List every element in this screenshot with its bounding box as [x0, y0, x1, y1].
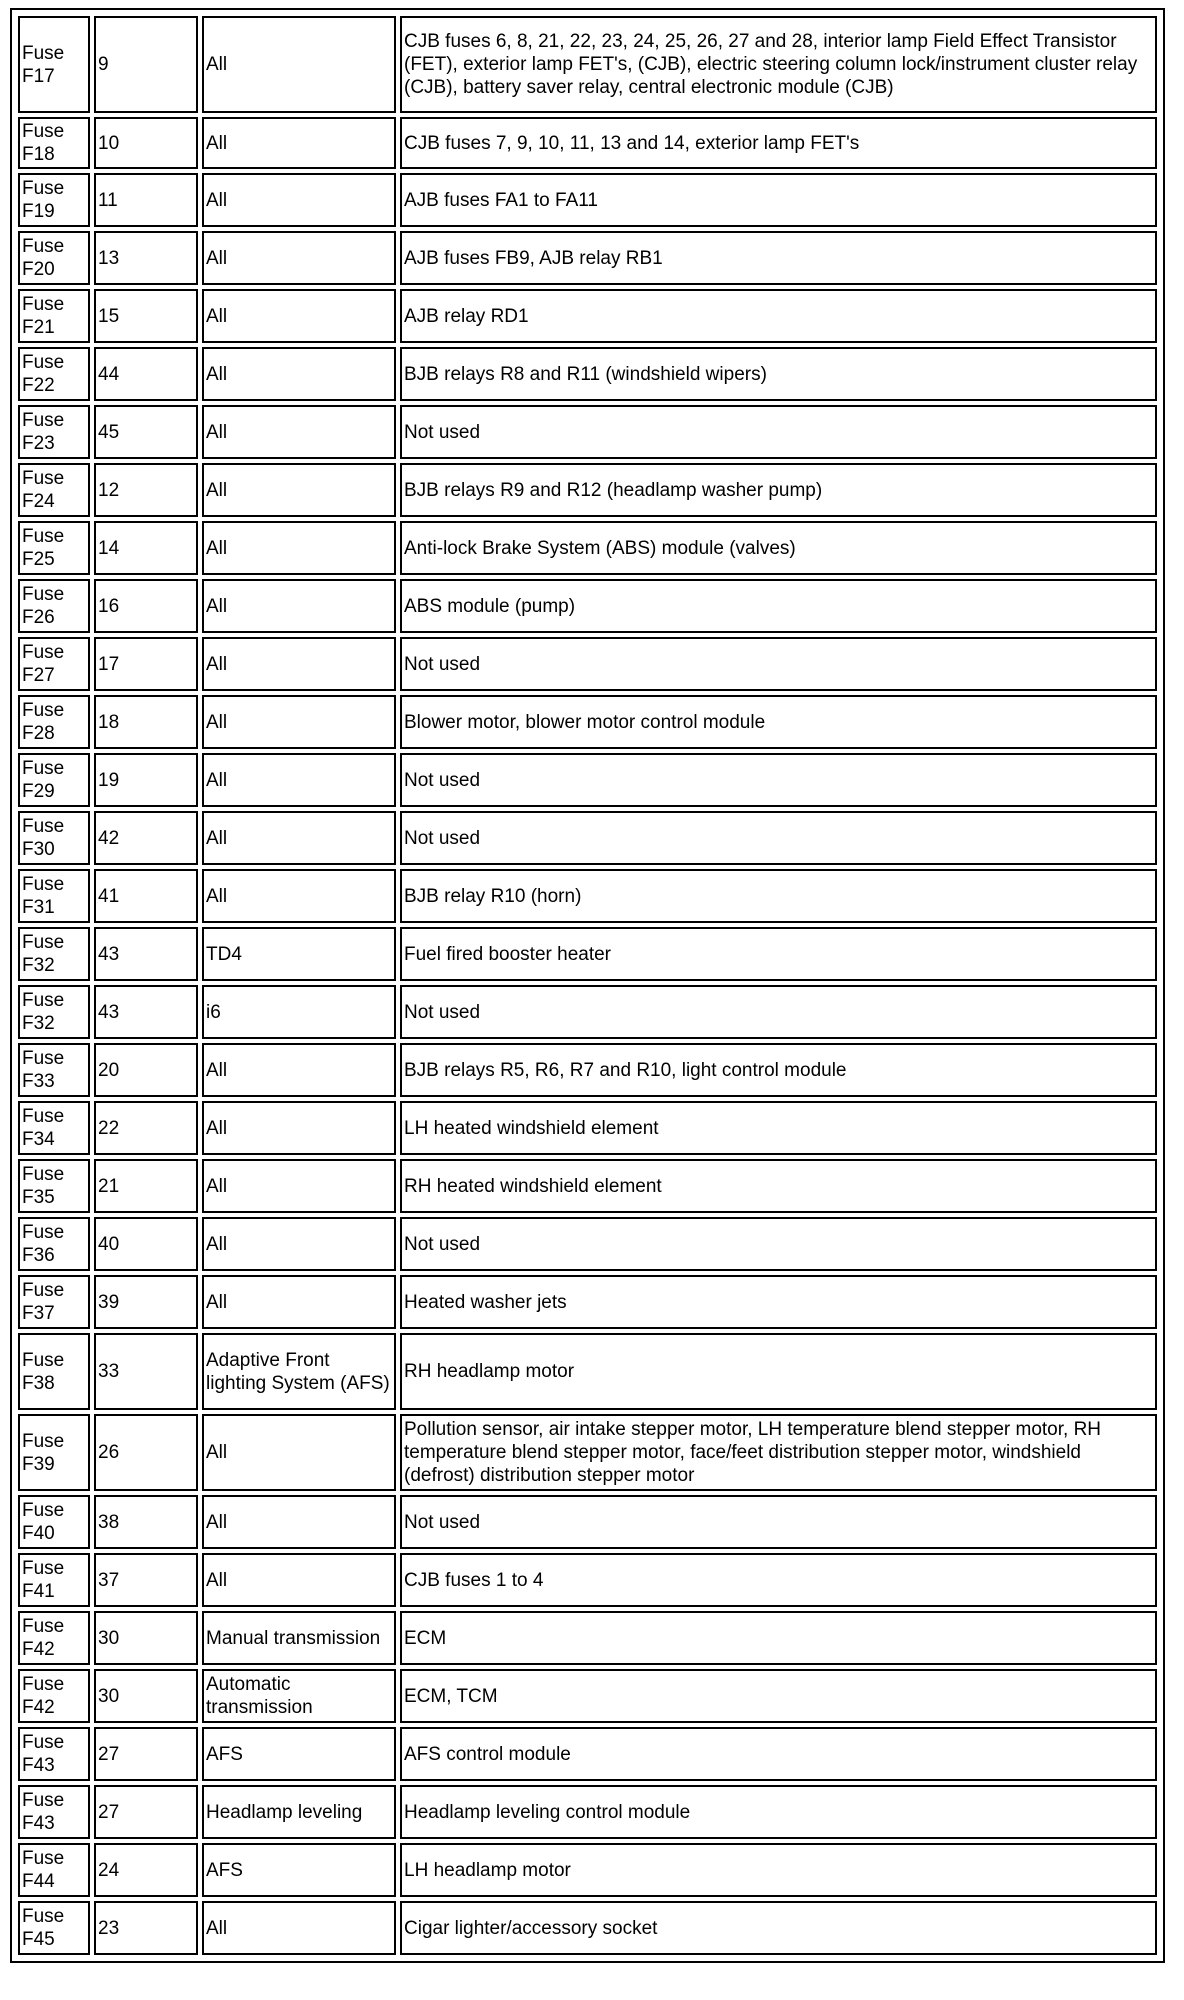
table-row	[18, 1727, 1157, 1781]
rating-cell: 24	[94, 1843, 198, 1897]
circuit-cell: ABS module (pump)	[400, 579, 1157, 633]
rating-cell: 27	[94, 1727, 198, 1781]
table-row	[18, 1217, 1157, 1271]
table-row	[18, 521, 1157, 575]
fuse-cell: Fuse F35	[18, 1159, 90, 1213]
fuse-cell: Fuse F24	[18, 463, 90, 517]
fuse-cell: Fuse F39	[18, 1414, 90, 1491]
table-row	[18, 1414, 1157, 1491]
table-row	[18, 985, 1157, 1039]
application-cell: Headlamp leveling	[202, 1785, 396, 1839]
rating-cell: 37	[94, 1553, 198, 1607]
application-cell: All	[202, 695, 396, 749]
circuit-cell: Heated washer jets	[400, 1275, 1157, 1329]
table-row	[18, 1901, 1157, 1955]
circuit-cell: CJB fuses 7, 9, 10, 11, 13 and 14, exterior lamp FET's	[400, 117, 1157, 169]
fuse-cell: Fuse F44	[18, 1843, 90, 1897]
rating-cell: 21	[94, 1159, 198, 1213]
application-cell: All	[202, 173, 396, 227]
fuse-cell: Fuse F18	[18, 117, 90, 169]
rating-cell: 17	[94, 637, 198, 691]
circuit-cell: Headlamp leveling control module	[400, 1785, 1157, 1839]
rating-cell: 9	[94, 16, 198, 113]
application-cell: AFS	[202, 1843, 396, 1897]
circuit-cell: AFS control module	[400, 1727, 1157, 1781]
rating-cell: 44	[94, 347, 198, 401]
fuse-cell: Fuse F40	[18, 1495, 90, 1549]
table-row	[18, 811, 1157, 865]
table-row	[18, 173, 1157, 227]
fuse-cell: Fuse F32	[18, 927, 90, 981]
rating-cell: 43	[94, 927, 198, 981]
application-cell: All	[202, 869, 396, 923]
rating-cell: 38	[94, 1495, 198, 1549]
circuit-cell: Not used	[400, 637, 1157, 691]
circuit-cell: LH headlamp motor	[400, 1843, 1157, 1897]
table-row	[18, 1101, 1157, 1155]
application-cell: All	[202, 753, 396, 807]
circuit-cell: CJB fuses 1 to 4	[400, 1553, 1157, 1607]
circuit-cell: Cigar lighter/accessory socket	[400, 1901, 1157, 1955]
fuse-cell: Fuse F43	[18, 1785, 90, 1839]
application-cell: Manual transmission	[202, 1611, 396, 1665]
fuse-cell: Fuse F17	[18, 16, 90, 113]
application-cell: All	[202, 463, 396, 517]
table-row	[18, 1495, 1157, 1549]
application-cell: All	[202, 1043, 396, 1097]
rating-cell: 41	[94, 869, 198, 923]
circuit-cell: Anti-lock Brake System (ABS) module (valves)	[400, 521, 1157, 575]
table-row	[18, 695, 1157, 749]
fuse-cell: Fuse F30	[18, 811, 90, 865]
circuit-cell: Not used	[400, 405, 1157, 459]
fuse-cell: Fuse F29	[18, 753, 90, 807]
application-cell: All	[202, 1495, 396, 1549]
circuit-cell: Fuel fired booster heater	[400, 927, 1157, 981]
fuse-cell: Fuse F45	[18, 1901, 90, 1955]
circuit-cell: BJB relays R8 and R11 (windshield wipers)	[400, 347, 1157, 401]
application-cell: i6	[202, 985, 396, 1039]
fuse-table-frame	[10, 8, 1165, 1963]
circuit-cell: Not used	[400, 1495, 1157, 1549]
fuse-cell: Fuse F34	[18, 1101, 90, 1155]
circuit-cell: AJB fuses FB9, AJB relay RB1	[400, 231, 1157, 285]
fuse-cell: Fuse F20	[18, 231, 90, 285]
application-cell: All	[202, 347, 396, 401]
fuse-cell: Fuse F31	[18, 869, 90, 923]
fuse-cell: Fuse F32	[18, 985, 90, 1039]
table-row	[18, 1843, 1157, 1897]
rating-cell: 30	[94, 1611, 198, 1665]
table-row	[18, 1159, 1157, 1213]
rating-cell: 43	[94, 985, 198, 1039]
fuse-cell: Fuse F22	[18, 347, 90, 401]
rating-cell: 20	[94, 1043, 198, 1097]
application-cell: All	[202, 289, 396, 343]
application-cell: AFS	[202, 1727, 396, 1781]
table-row	[18, 347, 1157, 401]
rating-cell: 10	[94, 117, 198, 169]
table-row	[18, 869, 1157, 923]
circuit-cell: RH heated windshield element	[400, 1159, 1157, 1213]
fuse-cell: Fuse F27	[18, 637, 90, 691]
table-row	[18, 1275, 1157, 1329]
rating-cell: 39	[94, 1275, 198, 1329]
circuit-cell: Pollution sensor, air intake stepper motor, LH temperature blend stepper motor, RH temperature blend stepper motor, face/feet distribution stepper motor, windshield (defrost) distribution stepper motor	[400, 1414, 1157, 1491]
fuse-cell: Fuse F38	[18, 1333, 90, 1410]
table-row	[18, 405, 1157, 459]
application-cell: All	[202, 1101, 396, 1155]
table-row	[18, 1611, 1157, 1665]
table-row	[18, 289, 1157, 343]
table-row	[18, 637, 1157, 691]
rating-cell: 30	[94, 1669, 198, 1723]
rating-cell: 45	[94, 405, 198, 459]
circuit-cell: RH headlamp motor	[400, 1333, 1157, 1410]
circuit-cell: Not used	[400, 1217, 1157, 1271]
circuit-cell: Not used	[400, 985, 1157, 1039]
circuit-cell: Not used	[400, 753, 1157, 807]
rating-cell: 18	[94, 695, 198, 749]
circuit-cell: CJB fuses 6, 8, 21, 22, 23, 24, 25, 26, 27 and 28, interior lamp Field Effect Transistor (FET), exterior lamp FET's, (CJB), electric steering column lock/instrument cluster relay (CJB), battery saver relay, central electronic module (CJB)	[400, 16, 1157, 113]
circuit-cell: BJB relays R9 and R12 (headlamp washer pump)	[400, 463, 1157, 517]
table-row	[18, 1785, 1157, 1839]
fuse-cell: Fuse F23	[18, 405, 90, 459]
table-row	[18, 463, 1157, 517]
application-cell: All	[202, 405, 396, 459]
table-row	[18, 231, 1157, 285]
rating-cell: 27	[94, 1785, 198, 1839]
application-cell: All	[202, 1217, 396, 1271]
fuse-cell: Fuse F41	[18, 1553, 90, 1607]
application-cell: All	[202, 1553, 396, 1607]
table-row	[18, 579, 1157, 633]
fuse-cell: Fuse F19	[18, 173, 90, 227]
fuse-cell: Fuse F42	[18, 1611, 90, 1665]
table-row	[18, 1333, 1157, 1410]
circuit-cell: Blower motor, blower motor control module	[400, 695, 1157, 749]
rating-cell: 19	[94, 753, 198, 807]
fuse-cell: Fuse F43	[18, 1727, 90, 1781]
rating-cell: 42	[94, 811, 198, 865]
rating-cell: 33	[94, 1333, 198, 1410]
application-cell: All	[202, 579, 396, 633]
circuit-cell: AJB fuses FA1 to FA11	[400, 173, 1157, 227]
circuit-cell: BJB relay R10 (horn)	[400, 869, 1157, 923]
fuse-table-body	[18, 16, 1157, 1955]
application-cell: Automatic transmission	[202, 1669, 396, 1723]
fuse-cell: Fuse F26	[18, 579, 90, 633]
circuit-cell: LH heated windshield element	[400, 1101, 1157, 1155]
application-cell: All	[202, 231, 396, 285]
table-row	[18, 1553, 1157, 1607]
rating-cell: 40	[94, 1217, 198, 1271]
rating-cell: 13	[94, 231, 198, 285]
rating-cell: 14	[94, 521, 198, 575]
table-row	[18, 927, 1157, 981]
circuit-cell: AJB relay RD1	[400, 289, 1157, 343]
fuse-cell: Fuse F21	[18, 289, 90, 343]
application-cell: TD4	[202, 927, 396, 981]
application-cell: Adaptive Front lighting System (AFS)	[202, 1333, 396, 1410]
application-cell: All	[202, 117, 396, 169]
application-cell: All	[202, 637, 396, 691]
rating-cell: 22	[94, 1101, 198, 1155]
fuse-cell: Fuse F36	[18, 1217, 90, 1271]
rating-cell: 16	[94, 579, 198, 633]
circuit-cell: ECM	[400, 1611, 1157, 1665]
application-cell: All	[202, 1901, 396, 1955]
application-cell: All	[202, 16, 396, 113]
fuse-table	[14, 12, 1161, 1959]
table-row	[18, 16, 1157, 113]
fuse-cell: Fuse F28	[18, 695, 90, 749]
rating-cell: 23	[94, 1901, 198, 1955]
application-cell: All	[202, 1159, 396, 1213]
circuit-cell: ECM, TCM	[400, 1669, 1157, 1723]
fuse-cell: Fuse F37	[18, 1275, 90, 1329]
application-cell: All	[202, 1414, 396, 1491]
table-row	[18, 117, 1157, 169]
table-row	[18, 753, 1157, 807]
application-cell: All	[202, 521, 396, 575]
fuse-cell: Fuse F42	[18, 1669, 90, 1723]
application-cell: All	[202, 811, 396, 865]
table-row	[18, 1669, 1157, 1723]
fuse-cell: Fuse F33	[18, 1043, 90, 1097]
rating-cell: 12	[94, 463, 198, 517]
fuse-cell: Fuse F25	[18, 521, 90, 575]
circuit-cell: BJB relays R5, R6, R7 and R10, light control module	[400, 1043, 1157, 1097]
rating-cell: 15	[94, 289, 198, 343]
circuit-cell: Not used	[400, 811, 1157, 865]
table-row	[18, 1043, 1157, 1097]
application-cell: All	[202, 1275, 396, 1329]
rating-cell: 11	[94, 173, 198, 227]
rating-cell: 26	[94, 1414, 198, 1491]
